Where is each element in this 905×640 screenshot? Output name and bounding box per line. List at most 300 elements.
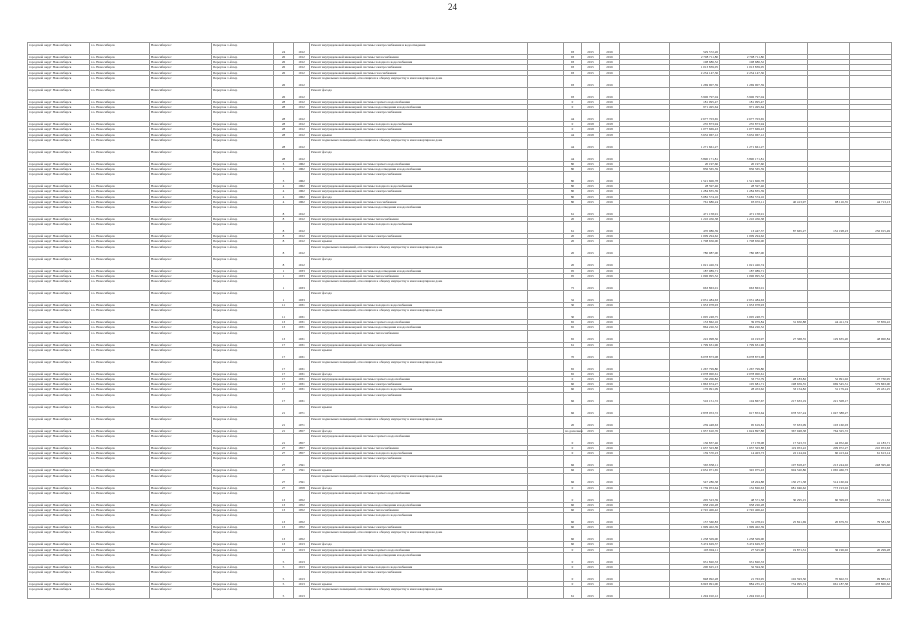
house-number-cell: 13 <box>274 547 294 552</box>
cost-part-1-cell: 1 267 799,80 <box>720 359 766 371</box>
municipality-cell: городской округ Новосибирск <box>28 303 90 308</box>
cost-part-1-cell: 884 235,15 <box>720 581 766 586</box>
start-year-cell: 2015 <box>582 205 600 217</box>
build-year-cell: 1912 <box>294 132 310 137</box>
total-cost-cell: 761 686,24 <box>670 199 720 204</box>
total-cost-cell: 1 269 907,59 <box>670 75 720 87</box>
cost-part-3-cell <box>808 308 850 320</box>
city-cell: Новосибирск г <box>150 127 212 132</box>
table-row <box>28 291 892 303</box>
city-cell: Новосибирск г <box>150 110 212 122</box>
work-type-cell: Ремонт фасада <box>310 485 528 490</box>
municipality-cell: городской округ Новосибирск <box>28 525 90 530</box>
wear-cell: 20 <box>564 239 582 244</box>
district-cell: г.о. Новосибирск <box>90 320 150 325</box>
cost-part-3-cell <box>808 347 850 359</box>
city-cell: Новосибирск г <box>150 65 212 70</box>
page-number: 24 <box>448 2 457 12</box>
cost-part-1-cell: 1 799 631,96 <box>720 342 766 347</box>
district-cell: г.о. Новосибирск <box>90 184 150 189</box>
wear-cell: 30 <box>564 308 582 320</box>
end-year-cell: 2016 <box>600 330 620 342</box>
end-year-cell: 2016 <box>600 433 620 445</box>
extra-cell <box>620 404 670 416</box>
note-cell <box>528 222 564 234</box>
municipality-cell: городской округ Новосибирск <box>28 268 90 273</box>
build-year-cell: 1913 <box>294 581 310 586</box>
build-year-cell: 1912 <box>294 110 310 122</box>
cost-part-1-cell: 17 178,08 <box>720 433 766 445</box>
wear-cell: 0 <box>564 490 582 502</box>
build-year-cell: 1962 <box>294 199 310 204</box>
cost-part-1-cell: 1 096 995,52 <box>720 273 766 278</box>
start-year-cell: 2015 <box>582 552 600 564</box>
total-cost-cell: 5 082 574,16 <box>670 194 720 199</box>
district-cell: г.о. Новосибирск <box>90 132 150 137</box>
start-year-cell: 2015 <box>582 433 600 445</box>
start-year-cell: 2015 <box>582 110 600 122</box>
wear-cell: 0 <box>564 547 582 552</box>
start-year-cell: 2015 <box>582 542 600 547</box>
start-year-cell: 2015 <box>582 70 600 75</box>
city-cell: Новосибирск г <box>150 564 212 569</box>
house-number-cell: 4 <box>274 194 294 199</box>
city-cell: Новосибирск г <box>150 530 212 542</box>
total-cost-cell: 103 904,11 <box>670 547 720 552</box>
table-row <box>28 110 892 122</box>
start-year-cell: 2015 <box>582 105 600 110</box>
table-row <box>28 490 892 502</box>
end-year-cell: 2016 <box>600 167 620 172</box>
cost-part-2-cell <box>766 149 808 161</box>
total-cost-cell: 1 863 674,27 <box>670 382 720 387</box>
end-year-cell: 2016 <box>600 110 620 122</box>
build-year-cell: 1913 <box>294 569 310 581</box>
start-year-cell: 2015 <box>582 239 600 244</box>
cost-part-4-cell <box>850 416 892 428</box>
cost-part-4-cell: 579 863,00 <box>850 382 892 387</box>
street-cell: Переулок 2-й пер <box>212 268 274 273</box>
cost-part-1-cell: 836 565,59 <box>720 167 766 172</box>
house-number-cell: 13 <box>274 330 294 342</box>
house-number-cell: 8 <box>274 239 294 244</box>
house-number-cell: 1 <box>274 279 294 291</box>
end-year-cell: 2016 <box>600 445 620 450</box>
build-year-cell: 1913 <box>294 547 310 552</box>
district-cell: г.о. Новосибирск <box>90 502 150 507</box>
cost-part-3-cell <box>808 137 850 149</box>
end-year-cell: 2016 <box>600 473 620 485</box>
work-type-cell: Ремонт внутридомовой инженерной системы горячего водоснабжения <box>310 161 528 166</box>
city-cell: Новосибирск г <box>150 234 212 239</box>
start-year-cell: 2015 <box>582 167 600 172</box>
note-cell <box>528 149 564 161</box>
work-type-cell: Ремонт внутридомовой инженерной системы теплоснабжения <box>310 273 528 278</box>
house-number-cell: 28 <box>274 105 294 110</box>
cost-part-1-cell: 1 294 010,12 <box>720 587 766 599</box>
house-number-cell: 17 <box>274 382 294 387</box>
wear-cell: 20 <box>564 244 582 256</box>
wear-cell: 60 <box>564 530 582 542</box>
house-number-cell: 26 <box>274 60 294 65</box>
total-cost-cell: 222 098,56 <box>670 330 720 342</box>
wear-cell: 61 <box>564 205 582 217</box>
wear-cell: 61 <box>564 342 582 347</box>
table-row <box>28 308 892 320</box>
municipality-cell: городской округ Новосибирск <box>28 377 90 382</box>
city-cell: Новосибирск г <box>150 473 212 485</box>
district-cell: г.о. Новосибирск <box>90 291 150 303</box>
note-cell <box>528 291 564 303</box>
district-cell: г.о. Новосибирск <box>90 189 150 194</box>
municipality-cell: городской округ Новосибирск <box>28 382 90 387</box>
house-number-cell: 17 <box>274 377 294 382</box>
city-cell: Новосибирск г <box>150 359 212 371</box>
table-row <box>28 456 892 468</box>
city-cell: Новосибирск г <box>150 502 212 507</box>
cost-part-1-cell: 1 271 661,27 <box>720 137 766 149</box>
build-year-cell: 1962 <box>294 184 310 189</box>
street-cell: Переулок 2-й пер <box>212 502 274 507</box>
note-cell <box>528 205 564 217</box>
total-cost-cell: 235 873,94 <box>670 122 720 127</box>
city-cell: Новосибирск г <box>150 320 212 325</box>
work-type-cell: Ремонт внутридомовой инженерной системы электроснабжения <box>310 234 528 239</box>
city-cell: Новосибирск г <box>150 542 212 547</box>
wear-cell: 95 <box>564 268 582 273</box>
end-year-cell: 2016 <box>600 172 620 184</box>
build-year-cell: 1933 <box>294 268 310 273</box>
municipality-cell: городской округ Новосибирск <box>28 552 90 564</box>
city-cell: Новосибирск г <box>150 205 212 217</box>
start-year-cell: 2015 <box>582 279 600 291</box>
work-type-cell: Ремонт внутридомовой инженерной системы электроснабжения <box>310 65 528 70</box>
cost-part-3-cell: 661 187,58 <box>808 581 850 586</box>
build-year-cell: 1912 <box>294 122 310 127</box>
city-cell: Новосибирск г <box>150 167 212 172</box>
cost-part-1-cell: 663 863,01 <box>720 279 766 291</box>
street-cell: Переулок 2-й пер <box>212 377 274 382</box>
total-cost-cell: 159 570,23 <box>670 451 720 456</box>
house-number-cell: 17 <box>274 342 294 347</box>
city-cell: Новосибирск г <box>150 87 212 99</box>
municipality-cell: городской округ Новосибирск <box>28 347 90 359</box>
wear-cell: 75 <box>564 279 582 291</box>
start-year-cell: 2015 <box>582 172 600 184</box>
build-year-cell: 1931 <box>294 382 310 387</box>
cost-part-4-cell: 248 395,46 <box>850 456 892 468</box>
end-year-cell: 2016 <box>600 184 620 189</box>
end-year-cell: 2016 <box>600 303 620 308</box>
wear-cell: 65 <box>564 330 582 342</box>
build-year-cell: 1857 <box>294 428 310 433</box>
total-cost-cell: 1 210 456,38 <box>670 217 720 222</box>
total-cost-cell: 3 890 171,81 <box>670 149 720 161</box>
build-year-cell: 1931 <box>294 325 310 330</box>
cost-part-1-cell: 28 597,46 <box>720 184 766 189</box>
build-year-cell: 1931 <box>294 342 310 347</box>
extra-cell <box>620 205 670 217</box>
table-row <box>28 244 892 256</box>
street-cell: Переулок 1-й пер <box>212 161 274 166</box>
wear-cell: 65 <box>564 359 582 371</box>
city-cell: Новосибирск г <box>150 161 212 166</box>
cost-part-3-cell: 773 193,02 <box>808 485 850 490</box>
cost-part-3-cell: 20 679,55 <box>808 513 850 525</box>
table-row <box>28 205 892 217</box>
street-cell: Переулок 1-й пер <box>212 43 274 55</box>
cost-part-3-cell: 764 325,72 <box>808 428 850 433</box>
end-year-cell: 2016 <box>600 239 620 244</box>
district-cell: г.о. Новосибирск <box>90 110 150 122</box>
cost-part-2-cell <box>766 347 808 359</box>
municipality-cell: городской округ Новосибирск <box>28 507 90 512</box>
start-year-cell: 2015 <box>582 428 600 433</box>
city-cell: Новосибирск г <box>150 382 212 387</box>
city-cell: Новосибирск г <box>150 137 212 149</box>
city-cell: Новосибирск г <box>150 122 212 127</box>
wear-cell: 60 <box>564 387 582 392</box>
cost-part-2-cell <box>766 110 808 122</box>
cost-part-4-cell: 41 183,71 <box>850 433 892 445</box>
start-year-cell: 2015 <box>582 507 600 512</box>
cost-part-1-cell: 39 079,84 <box>720 320 766 325</box>
cost-part-4-cell <box>850 75 892 87</box>
extra-cell <box>620 291 670 303</box>
street-cell: Переулок 1-й пер <box>212 199 274 204</box>
total-cost-cell: 1 294 010,12 <box>670 587 720 599</box>
street-cell: Переулок 1-й пер <box>212 217 274 222</box>
cost-part-4-cell <box>850 347 892 359</box>
cost-part-1-cell: 931 820,33 <box>720 552 766 564</box>
municipality-cell: городской округ Новосибирск <box>28 320 90 325</box>
district-cell: г.о. Новосибирск <box>90 371 150 376</box>
build-year-cell: 1971 <box>294 404 310 416</box>
street-cell: Переулок 2-й пер <box>212 382 274 387</box>
house-number-cell: 13 <box>274 525 294 530</box>
start-year-cell: 2015 <box>582 377 600 382</box>
street-cell: Переулок 2-й пер <box>212 342 274 347</box>
cost-part-3-cell: 129 635,20 <box>808 330 850 342</box>
end-year-cell: 2016 <box>600 564 620 569</box>
work-type-cell: Ремонт внутридомовой инженерной системы газоснабжения <box>310 70 528 75</box>
note-cell <box>528 279 564 291</box>
cost-part-4-cell <box>850 244 892 256</box>
work-type-cell: Ремонт фасада <box>310 149 528 161</box>
municipality-cell: городской округ Новосибирск <box>28 189 90 194</box>
district-cell: г.о. Новосибирск <box>90 433 150 445</box>
work-type-cell: Ремонт внутридомовой инженерной системы теплоснабжения <box>310 507 528 512</box>
work-type-cell: Ремонт фасада <box>310 291 528 303</box>
table-row <box>28 587 892 599</box>
end-year-cell: 2016 <box>600 194 620 199</box>
district-cell: г.о. Новосибирск <box>90 60 150 65</box>
house-number-cell: 5 <box>274 564 294 569</box>
extra-cell <box>620 587 670 599</box>
municipality-cell: городской округ Новосибирск <box>28 110 90 122</box>
wear-cell: 60 <box>564 513 582 525</box>
cost-part-2-cell: 87 665,27 <box>766 222 808 234</box>
municipality-cell: городской округ Новосибирск <box>28 273 90 278</box>
house-number-cell: 8 <box>274 256 294 268</box>
wear-cell: 80 <box>564 199 582 204</box>
municipality-cell: городской округ Новосибирск <box>28 451 90 456</box>
total-cost-cell: 565 858,11 <box>670 456 720 468</box>
cost-part-2-cell <box>766 172 808 184</box>
total-cost-cell: 1 999 402,39 <box>670 525 720 530</box>
total-cost-cell: 2 031 484,63 <box>670 291 720 303</box>
street-cell: Переулок 2-й пер <box>212 490 274 502</box>
district-cell: г.о. Новосибирск <box>90 205 150 217</box>
build-year-cell: 1931 <box>294 320 310 325</box>
house-number-cell: 5 <box>274 581 294 586</box>
build-year-cell: 1912 <box>294 256 310 268</box>
end-year-cell: 2016 <box>600 75 620 87</box>
end-year-cell: 2016 <box>600 222 620 234</box>
city-cell: Новосибирск г <box>150 485 212 490</box>
district-cell: г.о. Новосибирск <box>90 303 150 308</box>
cost-part-3-cell: 44 411,74 <box>808 320 850 325</box>
cost-part-2-cell: 367 948,38 <box>766 428 808 433</box>
district-cell: г.о. Новосибирск <box>90 547 150 552</box>
total-cost-cell: 6 993 991,00 <box>670 581 720 586</box>
cost-part-1-cell: 617 853,64 <box>720 404 766 416</box>
cost-part-3-cell <box>808 110 850 122</box>
house-number-cell: 13 <box>274 502 294 507</box>
cost-part-2-cell: 130 271,38 <box>766 473 808 485</box>
start-year-cell: 2015 <box>582 161 600 166</box>
cost-part-4-cell: 44 713,13 <box>850 199 892 204</box>
wear-cell: 0 <box>564 564 582 569</box>
work-type-cell: Ремонт внутридомовой инженерной системы электроснабжения и водоотведения <box>310 43 528 55</box>
house-number-cell: 13 <box>274 513 294 525</box>
table-row <box>28 404 892 416</box>
cost-part-1-cell: 13 447,37 <box>720 222 766 234</box>
end-year-cell: 2016 <box>600 217 620 222</box>
note-cell <box>528 137 564 149</box>
extra-cell <box>620 256 670 268</box>
wear-cell: 80 <box>564 194 582 199</box>
start-year-cell: 2015 <box>582 222 600 234</box>
cost-part-4-cell <box>850 149 892 161</box>
cost-part-1-cell: 1 005 248,75 <box>720 308 766 320</box>
municipality-cell: городской округ Новосибирск <box>28 325 90 330</box>
total-cost-cell: 181 095,47 <box>670 99 720 104</box>
extra-cell <box>620 456 670 468</box>
end-year-cell: 2016 <box>600 547 620 552</box>
cost-part-4-cell <box>850 530 892 542</box>
cost-part-1-cell: 1 077 669,43 <box>720 127 766 132</box>
cost-part-1-cell: 93 972,11 <box>720 199 766 204</box>
work-type-cell: Ремонт внутридомовой инженерной системы электроснабжения <box>310 110 528 122</box>
street-cell: Переулок 2-й пер <box>212 485 274 490</box>
build-year-cell: 1912 <box>294 239 310 244</box>
end-year-cell: 2016 <box>600 256 620 268</box>
build-year-cell: 1931 <box>294 371 310 376</box>
cost-part-2-cell <box>766 137 808 149</box>
cost-part-3-cell <box>808 587 850 599</box>
build-year-cell: 1952 <box>294 507 310 512</box>
build-year-cell: 1912 <box>294 217 310 222</box>
city-cell: Новосибирск г <box>150 581 212 586</box>
extra-cell <box>620 279 670 291</box>
work-type-cell: Ремонт внутридомовой инженерной системы электроснабжения <box>310 189 528 194</box>
table-row <box>28 530 892 542</box>
work-type-cell: Ремонт внутридомовой инженерной системы горячего водоснабжения <box>310 99 528 104</box>
house-number-cell: 4 <box>274 184 294 189</box>
extra-cell <box>620 490 670 502</box>
house-number-cell: 11 <box>274 308 294 320</box>
build-year-cell: 1952 <box>294 502 310 507</box>
start-year-cell: 2015 <box>582 547 600 552</box>
wear-cell: 80 <box>564 189 582 194</box>
house-number-cell: 4 <box>274 189 294 194</box>
street-cell: Переулок 2-й пер <box>212 587 274 599</box>
start-year-cell: 2015 <box>582 330 600 342</box>
extra-cell <box>620 569 670 581</box>
municipality-cell: городской округ Новосибирск <box>28 65 90 70</box>
cost-part-4-cell <box>850 110 892 122</box>
house-number-cell: 27 <box>274 451 294 456</box>
cost-part-1-cell: 1 210 456,38 <box>720 217 766 222</box>
cost-part-3-cell: 209 972,27 <box>808 445 850 450</box>
end-year-cell: 2016 <box>600 392 620 404</box>
city-cell: Новосибирск г <box>150 303 212 308</box>
municipality-cell: городской округ Новосибирск <box>28 371 90 376</box>
house-number-cell: 26 <box>274 75 294 87</box>
work-type-cell: Ремонт подвальных помещений, относящихся к общему имуществу в многоквартирном доме <box>310 137 528 149</box>
street-cell: Переулок 2-й пер <box>212 359 274 371</box>
house-number-cell: 17 <box>274 347 294 359</box>
total-cost-cell: 516 151,72 <box>670 392 720 404</box>
wear-cell: 70 <box>564 347 582 359</box>
cost-part-3-cell: 221 508,17 <box>808 392 850 404</box>
total-cost-cell: 1 096 995,52 <box>670 273 720 278</box>
start-year-cell: 2015 <box>582 387 600 392</box>
cost-part-1-cell: 3 906 797,04 <box>720 87 766 99</box>
cost-part-1-cell: 5 082 574,16 <box>720 194 766 199</box>
cost-part-2-cell <box>766 359 808 371</box>
table-row <box>28 416 892 428</box>
build-year-cell: 1857 <box>294 433 310 445</box>
total-cost-cell: 2 652 971,65 <box>670 468 720 473</box>
house-number-cell: 8 <box>274 244 294 256</box>
house-number-cell: 28 <box>274 110 294 122</box>
street-cell: Переулок 2-й пер <box>212 542 274 547</box>
total-cost-cell: 471 158,91 <box>670 205 720 217</box>
cost-part-4-cell <box>850 291 892 303</box>
district-cell: г.о. Новосибирск <box>90 513 150 525</box>
cost-part-3-cell: 213 244,02 <box>808 456 850 468</box>
house-number-cell: 4 <box>274 199 294 204</box>
city-cell: Новосибирск г <box>150 371 212 376</box>
municipality-cell: городской округ Новосибирск <box>28 456 90 468</box>
cost-part-2-cell: 28 183,82 <box>766 377 808 382</box>
district-cell: г.о. Новосибирск <box>90 473 150 485</box>
start-year-cell: 2015 <box>582 342 600 347</box>
district-cell: г.о. Новосибирск <box>90 569 150 581</box>
district-cell: г.о. Новосибирск <box>90 587 150 599</box>
house-number-cell: 13 <box>274 320 294 325</box>
house-number-cell: 1 <box>274 268 294 273</box>
cost-part-4-cell: 70 211,62 <box>850 490 892 502</box>
start-year-cell: 2015 <box>582 199 600 204</box>
municipality-cell: городской округ Новосибирск <box>28 502 90 507</box>
municipality-cell: городской округ Новосибирск <box>28 291 90 303</box>
extra-cell <box>620 513 670 525</box>
cost-part-3-cell <box>808 172 850 184</box>
work-type-cell: Ремонт подвальных помещений, относящихся к общему имуществу в многоквартирном доме <box>310 473 528 485</box>
